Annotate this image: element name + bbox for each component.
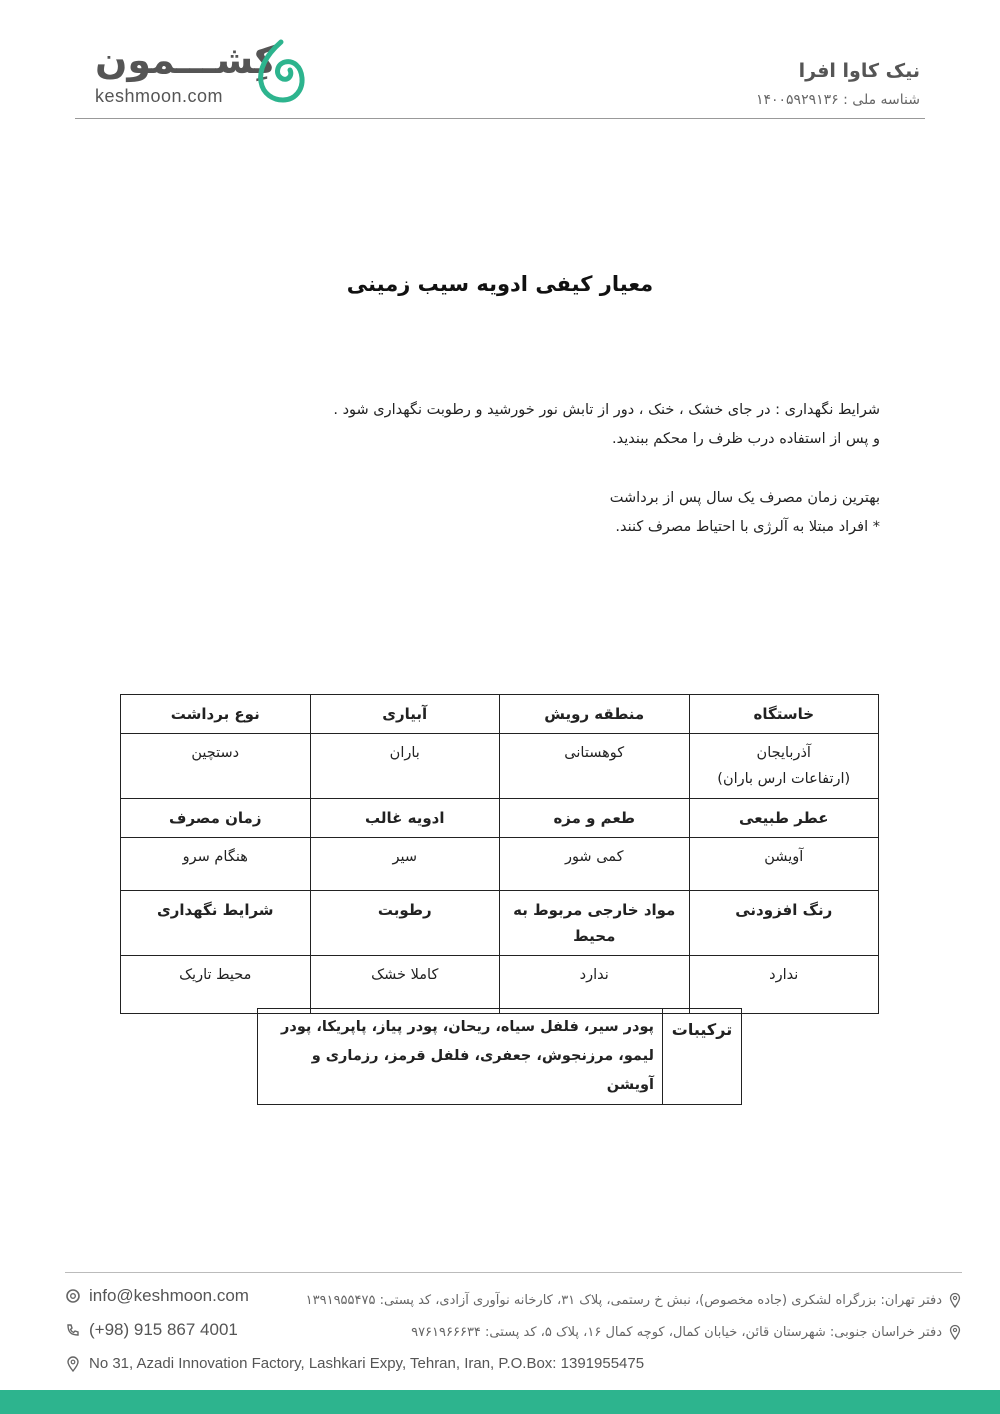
table-header-cell: منطقه رویش (500, 695, 690, 734)
table-header-cell: خاستگاه (689, 695, 879, 734)
footer-accent-bar (0, 1390, 1000, 1414)
phone-text[interactable]: (+98) 915 867 4001 (89, 1320, 238, 1339)
location-icon (948, 1292, 962, 1308)
table-header-cell: طعم و مزه (500, 799, 690, 838)
table-cell: کاملا خشک (310, 956, 500, 1014)
table-header-cell: رنگ افزودنی (689, 891, 879, 956)
logo-mark-icon (255, 38, 307, 104)
table-cell: کوهستانی (500, 734, 690, 799)
table-cell: آویشن (689, 838, 879, 891)
footer-divider (65, 1272, 962, 1273)
logo-text-fa: کِشـــمون (95, 38, 277, 82)
location-icon (65, 1356, 81, 1372)
company-national-id: شناسه ملی : ۱۴۰۰۵۹۲۹۱۳۶ (755, 92, 920, 108)
table-cell: دستچین (121, 734, 311, 799)
table-header-cell: مواد خارجی مربوط به محیط (500, 891, 690, 956)
footer-phone (65, 1320, 238, 1340)
footer-email (65, 1286, 249, 1306)
composition-label: ترکیبات (663, 1009, 742, 1105)
table-header-cell: رطوبت (310, 891, 500, 956)
phone-icon (65, 1322, 81, 1338)
table-cell: هنگام سرو (121, 838, 311, 891)
table-row (121, 695, 879, 734)
composition-table (257, 1008, 742, 1105)
address-en-text: No 31, Azadi Innovation Factory, Lashkari Expy, Tehran, Iran, P.O.Box: 1391955475 (89, 1355, 645, 1372)
table-header-cell: نوع برداشت (121, 695, 311, 734)
table-row (121, 799, 879, 838)
location-icon (948, 1324, 962, 1340)
email-text[interactable]: info@keshmoon.com (89, 1286, 249, 1305)
composition-value: پودر سیر، فلفل سیاه، ریحان، پودر پیاز، پاپریکا، پودر لیمو، مرزنجوش، جعفری، فلفل قرمز، رزماری و آویشن (258, 1009, 663, 1105)
table-cell: آذربایجان (ارتفاعات ارس باران) (689, 734, 879, 799)
table-cell: ندارد (500, 956, 690, 1014)
company-name: نیک کاوا افرا (798, 60, 920, 82)
best-use-note: بهترین زمان مصرف یک سال پس از برداشت (609, 490, 880, 506)
footer-address-en (65, 1355, 644, 1372)
spec-table (120, 694, 879, 1014)
allergy-note: * افراد مبتلا به آلرژی با احتیاط مصرف کنند. (615, 519, 880, 535)
table-header-cell: ادویه غالب (310, 799, 500, 838)
office-tehran-text: دفتر تهران: بزرگراه لشکری (جاده مخصوص)، نبش خ رستمی، پلاک ۳۱، کارخانه نوآوری آزادی، کد پستی: ۱۳۹۱۹۵۵۴۷۵ (305, 1292, 942, 1308)
company-info (756, 60, 920, 108)
header-divider (75, 118, 925, 119)
footer-office-khorasan (411, 1324, 962, 1340)
table-cell: کمی شور (500, 838, 690, 891)
notes-block (260, 396, 880, 542)
table-cell: سیر (310, 838, 500, 891)
footer-office-tehran (306, 1292, 962, 1308)
storage-note-line2: و پس از استفاده درب ظرف را محکم ببندید. (612, 431, 880, 447)
document-title: معیار کیفی ادویه سیب زمینی (346, 272, 654, 296)
table-row (121, 838, 879, 891)
table-header-cell: آبیاری (310, 695, 500, 734)
table-cell: باران (310, 734, 500, 799)
table-header-cell: عطر طبیعی (689, 799, 879, 838)
table-header-cell: زمان مصرف (121, 799, 311, 838)
table-row (121, 956, 879, 1014)
logo-text-en: keshmoon.com (95, 86, 224, 106)
email-icon (65, 1288, 81, 1304)
storage-note-line1: شرایط نگهداری : در جای خشک ، خنک ، دور از تابش نور خورشید و رطوبت نگهداری شود . (333, 402, 880, 418)
table-cell: ندارد (689, 956, 879, 1014)
table-header-cell: شرایط نگهداری (121, 891, 311, 956)
table-cell: محیط تاریک (121, 956, 311, 1014)
table-row (258, 1009, 742, 1105)
office-khorasan-text: دفتر خراسان جنوبی: شهرستان قائن، خیابان کمال، کوچه کمال ۱۶، پلاک ۵، کد پستی: ۹۷۶۱۹۶۶۶۳۴ (411, 1324, 942, 1340)
table-row (121, 734, 879, 799)
logo (95, 38, 310, 110)
table-row (121, 891, 879, 956)
